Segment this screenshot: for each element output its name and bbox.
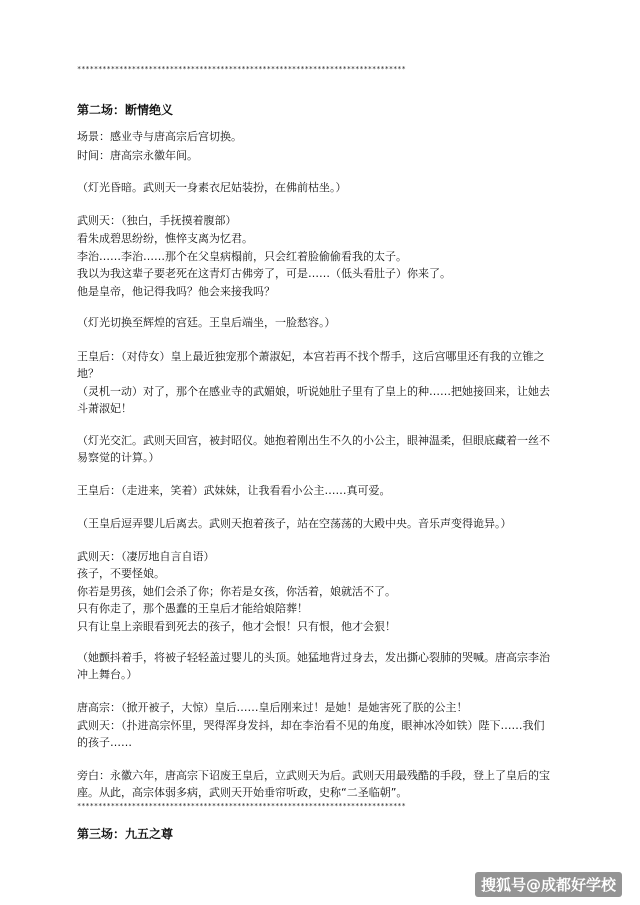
scene2-line: （灯光交汇。武则天回宫，被封昭仪。她抱着刚出生不久的小公主，眼神温柔，但眼底藏着一丝不 xyxy=(77,434,550,447)
scene2-line: 看朱成碧思纷纷，憔悴支离为忆君。 xyxy=(77,232,253,245)
scene2-line: （她颤抖着手，将被子轻轻盖过婴儿的头顶。她猛地背过身去，发出撕心裂肺的哭喊。唐高宗李治 xyxy=(77,651,550,664)
scene2-line: （灯光昏暗。武则天一身素衣尼姑装扮，在佛前枯坐。） xyxy=(77,181,347,194)
scene2-line: 王皇后：（对侍女）皇上最近独宠那个萧淑妃，本宫若再不找个帮手，这后宫哪里还有我的立锥之 xyxy=(77,350,545,363)
divider-bottom: ****************************************************************************** xyxy=(77,802,406,810)
scene2-title: 第二场：断情绝义 xyxy=(77,103,174,117)
scene2-line: 唐高宗：（掀开被子，大惊）皇后……皇后刚来过！是她！是她害死了朕的公主！ xyxy=(77,701,468,714)
scene2-line: 孩子，不要怪娘。 xyxy=(77,567,165,580)
scene2-line: 王皇后：（走进来，笑着）武妹妹，让我看看小公主……真可爱。 xyxy=(77,484,391,497)
scene2-line: （灵机一动）对了，那个在感业寺的武媚娘，听说她肚子里有了皇上的种……把她接回来，让她去 xyxy=(77,385,550,398)
scene2-line: 时间：唐高宗永徽年间。 xyxy=(77,149,198,162)
scene2-line: 只有让皇上亲眼看到死去的孩子，他才会恨！只有恨，他才会狠！ xyxy=(77,620,396,633)
scene2-line: 的孩子…… xyxy=(77,736,132,749)
scene3-title: 第三场：九五之尊 xyxy=(77,827,174,841)
scene2-line: 座。从此，高宗体弱多病，武则天开始垂帘听政，史称“二圣临朝”。 xyxy=(77,786,408,799)
scene2-line: 冲上舞台。） xyxy=(77,668,138,681)
scene2-line: 李治……李治……那个在父皇病榻前，只会红着脸偷偷看我的太子。 xyxy=(77,250,407,263)
scene2-line: 斗萧淑妃！ xyxy=(77,402,132,415)
scene2-line: 他是皇帝，他记得我吗？他会来接我吗？ xyxy=(77,285,275,298)
divider-top: ****************************************************************************** xyxy=(77,65,406,73)
scene2-line: 武则天：（凄厉地自言自语） xyxy=(77,550,215,563)
scene2-line: 易察觉的计算。） xyxy=(77,451,160,464)
scene2-line: 旁白：永徽六年，唐高宗下诏废王皇后，立武则天为后。武则天用最残酷的手段，登上了皇后的宝 xyxy=(77,769,550,782)
scene2-line: 地？ xyxy=(77,367,99,380)
scene2-line: 武则天：（独白，手抚摸着腹部） xyxy=(77,214,237,227)
scene2-line: （王皇后逗弄婴儿后离去。武则天抱着孩子，站在空荡荡的大殿中央。音乐声变得诡异。） xyxy=(77,517,512,530)
scene2-line: 只有你走了，那个愚蠢的王皇后才能给娘陪葬！ xyxy=(77,602,308,615)
scene2-line: 场景：感业寺与唐高宗后宫切换。 xyxy=(77,130,242,143)
scene2-line: 我以为我这辈子要老死在这青灯古佛旁了，可是……（低头看肚子）你来了。 xyxy=(77,267,451,280)
scene2-line: 你若是男孩，她们会杀了你；你若是女孩，你活着，娘就活不了。 xyxy=(77,585,396,598)
scene2-line: 武则天：（扑进高宗怀里，哭得浑身发抖，却在李治看不见的角度，眼神冰冷如铁）陛下……我们 xyxy=(77,719,545,732)
scene2-line: （灯光切换至辉煌的宫廷。王皇后端坐，一脸愁容。） xyxy=(77,316,336,329)
watermark: 搜狐号@成都好学校 xyxy=(475,872,622,897)
